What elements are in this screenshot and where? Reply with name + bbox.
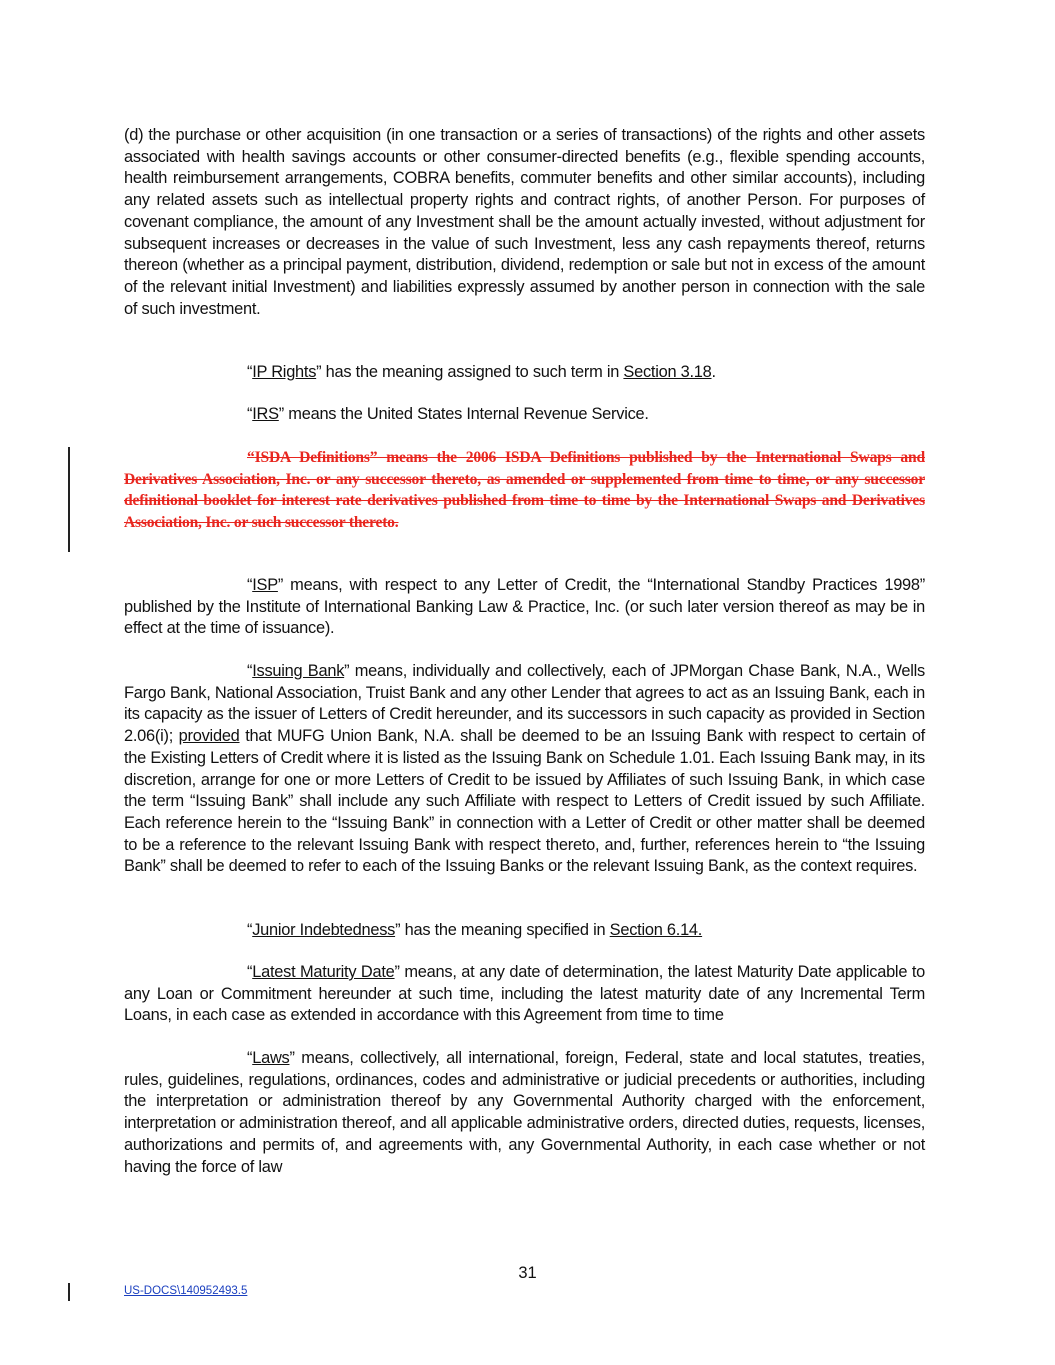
definition-latest-maturity-date: “Latest Maturity Date” means, at any date of determination, the latest Maturity Date applicable to any Loan or Commitment hereunder at such time, including the latest maturity date of any Incremental Term Loans, in each case as extended in accordance with this Agreement from time to time	[124, 963, 925, 1025]
definition-ip-rights: “IP Rights” has the meaning assigned to such term in Section 3.18.	[247, 363, 716, 381]
section-reference: Section 6.14.	[609, 921, 703, 939]
definition-isp: “ISP” means, with respect to any Letter of Credit, the “International Standby Practices 1998” published by the Institute of International Banking Law & Practice, Inc. (or such later version thereof as may be in effect at the time of issuance).	[124, 576, 925, 638]
defined-term-latest-maturity-date: Latest Maturity Date	[252, 963, 395, 981]
definition-irs: “IRS” means the United States Internal Revenue Service.	[247, 405, 649, 423]
defined-term-isp: ISP	[252, 576, 278, 594]
definition-issuing-bank: “Issuing Bank” means, individually and collectively, each of JPMorgan Chase Bank, N.A., Wells Fargo Bank, National Association, Truist Bank and any other Lender that agrees to act as an Issuing Bank, each in its capacity as the issuer of Letters of Credit hereunder, and its successors in such capacity as provided in Section 2.06(i); provided that MUFG Union Bank, N.A. shall be deemed to be an Issuing Bank with respect to certain of the Existing Letters of Credit where it is listed as the Issuing Bank on Schedule 1.01. Each Issuing Bank may, in its discretion, arrange for one or more Letters of Credit to be issued by Affiliates of such Issuing Bank, in which case the term “Issuing Bank” shall include any such Affiliate with respect to Letters of Credit issued by such Affiliate. Each reference herein to the “Issuing Bank” in connection with a Letter of Credit or other matter shall be deemed to be a reference to the relevant Issuing Bank with respect thereto, and, further, references herein to “the Issuing Bank” shall be deemed to refer to each of the Issuing Banks or the relevant Issuing Bank, as the context requires.	[124, 662, 925, 876]
definition-junior-indebtedness: “Junior Indebtedness” has the meaning specified in Section 6.14.	[247, 921, 703, 939]
defined-term-junior-indebtedness: Junior Indebtedness	[252, 921, 396, 939]
change-bar-footer	[68, 1283, 70, 1301]
defined-term-laws: Laws	[252, 1049, 290, 1067]
provided-term: provided	[178, 727, 240, 746]
definition-laws: “Laws” means, collectively, all international, foreign, Federal, state and local statutes, treaties, rules, guidelines, regulations, ordinances, codes and administrative or judicial precedents or authorities, including the interpretation or administration thereof by any Governmental Authority charged with the enforcement, interpretation or administration thereof, and all applicable administrative orders, directed duties, requests, licenses, authorizations and permits of, and agreements with, any Governmental Authority, in each case whether or not having the force of law	[124, 1049, 925, 1176]
definition-isda-deleted: “ISDA Definitions” means the 2006 ISDA Definitions published by the International Swaps and Derivatives Association, Inc. or any successor thereto, as amended or supplemented from time to time, or any successor definitional booklet for interest rate derivatives published from time to time by the International Swaps and Derivatives Association, Inc. or such successor thereto.	[124, 449, 925, 532]
defined-term-isda: ISDA Definitions	[254, 449, 370, 466]
document-id-link[interactable]: US-DOCS\140952493.5	[124, 1285, 248, 1297]
change-bar-isda	[68, 447, 70, 552]
defined-term-issuing-bank: Issuing Bank	[252, 662, 345, 680]
defined-term-irs: IRS	[252, 405, 279, 423]
paragraph-investment-continued: (d) the purchase or other acquisition (in one transaction or a series of transactions) of the rights and other assets associated with health savings accounts or other consumer-directed benefits (e.g., flexible spending accounts, health reimbursement arrangements, COBRA benefits, commuter benefits and other similar accounts), including any related assets such as intellectual property rights and contract rights, of another Person. For purposes of covenant compliance, the amount of any Investment shall be the amount actually invested, without adjustment for subsequent increases or decreases in the value of such Investment, less any cash repayments thereof, returns thereon (whether as a principal payment, distribution, dividend, redemption or sale but not in excess of the amount of the relevant initial Investment) and liabilities expressly assumed by another person in connection with the sale of such investment.	[124, 126, 925, 318]
defined-term-ip-rights: IP Rights	[252, 363, 317, 381]
section-reference: Section 3.18	[623, 363, 712, 381]
page-number: 31	[518, 1264, 537, 1282]
